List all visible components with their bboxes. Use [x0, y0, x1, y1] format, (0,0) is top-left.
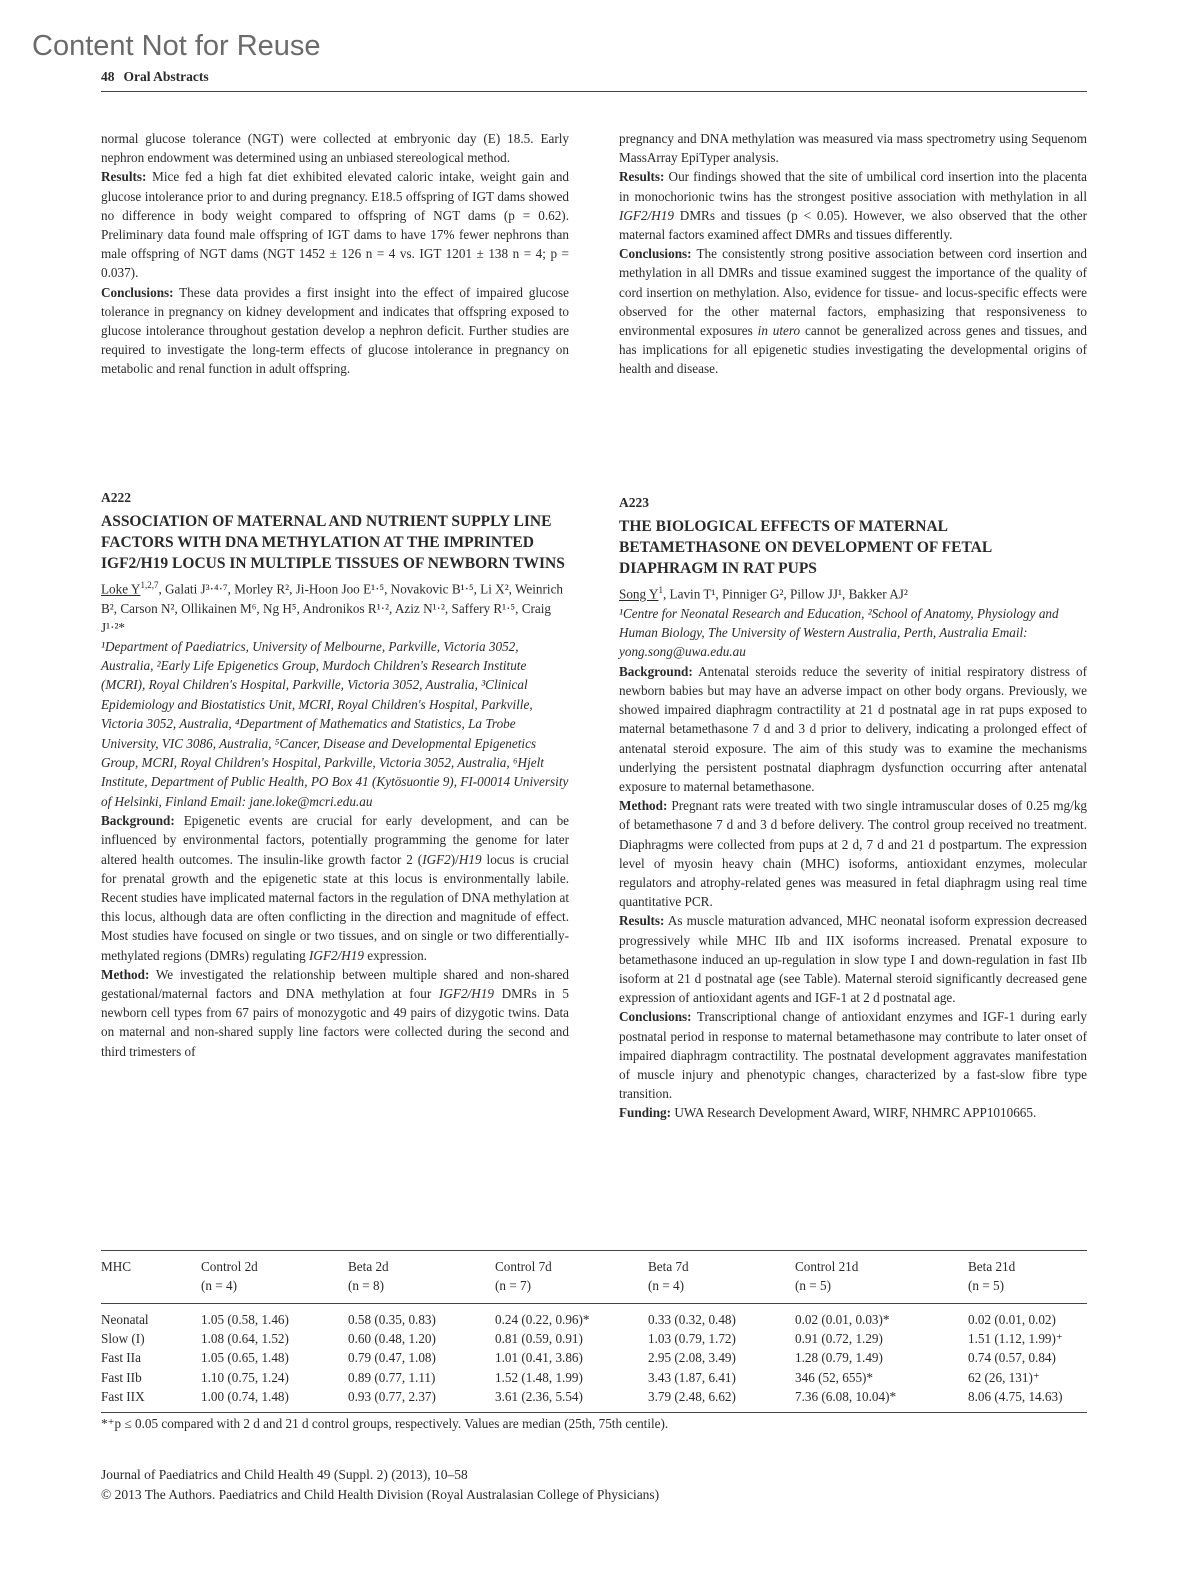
presenting-author: Loke Y	[101, 581, 141, 597]
left-top-continuation	[101, 129, 569, 379]
background-text: expression.	[363, 947, 427, 963]
abstract-title: THE BIOLOGICAL EFFECTS OF MATERNAL BETAMETHASONE ON DEVELOPMENT OF FETAL DIAPHRAGM IN RAT PUPS	[619, 518, 992, 578]
column-n: (n = 8)	[348, 1278, 385, 1293]
table-cell: 0.91 (0.72, 1.29)	[795, 1331, 883, 1347]
table-header-cell	[648, 1251, 795, 1304]
table-header-cell	[795, 1251, 968, 1304]
column-n: (n = 4)	[201, 1278, 238, 1293]
abstract-id: A223	[619, 495, 649, 510]
gene-name: IGF2/H19	[438, 986, 494, 1002]
table-cell: 0.24 (0.22, 0.96)*	[495, 1312, 590, 1327]
results-text: Mice fed a high fat diet exhibited elevated caloric intake, weight gain and glucose intolerance prior to and during pregnancy. E18.5 offspring of IGT dams showed no difference in body weight compared to offspring of NGT dams (p = 0.62). Preliminary data found male offspring of IGT dams to have 17% fewer nephrons than male offspring of NGT dams (NGT 1452 ± 126 n = 4 vs. IGT 1201 ± 138 n = 4; p = 0.037).	[101, 169, 570, 281]
running-header	[101, 69, 1087, 92]
mhc-expression-table	[101, 1250, 1087, 1413]
journal-citation: Journal of Paediatrics and Child Health 49 (Suppl. 2) (2013), 10–58	[101, 1467, 468, 1482]
method-text: We investigated the relationship between multiple shared and non-shared gestational/maternal factors and DNA methylation at four	[101, 966, 569, 1002]
conclusions-paragraph	[619, 244, 1087, 378]
background-label: Background:	[101, 813, 175, 829]
row-label: Fast IIb	[101, 1369, 142, 1385]
table-cell: 346 (52, 655)*	[795, 1369, 874, 1385]
column-name: Beta 21d	[968, 1259, 1016, 1274]
column-name: Beta 7d	[648, 1259, 689, 1274]
right-top-continuation	[619, 129, 1087, 379]
results-paragraph	[619, 167, 1087, 244]
conclusions-label: Conclusions:	[101, 284, 174, 300]
table-cell: 0.02 (0.01, 0.03)*	[795, 1312, 890, 1327]
abstract-a222	[101, 488, 569, 1061]
background-text: Epigenetic events are crucial for early development, and can be influenced by environmental factors, potentially programming the genome for later altered health outcomes. The insulin-like growth factor 2 (	[101, 813, 570, 867]
table-cell: 1.03 (0.79, 1.72)	[648, 1331, 736, 1347]
copyright-line: © 2013 The Authors. Paediatrics and Child Health Division (Royal Australasian College of Physicians)	[101, 1487, 660, 1502]
table-row	[101, 1348, 1087, 1367]
background-text: Antenatal steroids reduce the severity of initial respiratory distress of newborn babies but may have an adverse impact on other body organs. Previously, we showed impaired diaphragm contractility at 21 d postnatal age in rat pups exposed to maternal betamethasone 7 d and 3 d prior to delivery, indicating a prolonged effect of antenatal steroid exposure. The aim of this study was to examine the mechanisms underlying the persistent postnatal diaphragm dysfunction occurring after antenatal exposure to maternal betamethasone.	[619, 663, 1087, 795]
results-text: DMRs and tissues (p < 0.05). However, we also observed that the other maternal factors examined affect DMRs and tissues differently.	[619, 207, 1087, 243]
table-header-cell	[495, 1251, 648, 1304]
abstract-a223	[619, 493, 1087, 1123]
funding-label: Funding:	[619, 1105, 672, 1121]
conclusions-label: Conclusions:	[619, 1009, 692, 1025]
table-row	[101, 1329, 1087, 1348]
conclusions-text: The consistently strong positive association between cord insertion and methylation in all DMRs and tissue examined suggest the importance of the quality of cord insertion on methylation. Also, evidence for tissue- and locus-specific effects were observed for the other maternal factors, emphasizing that responsiveness to environmental exposures	[619, 246, 1087, 339]
column-n: (n = 5)	[968, 1278, 1005, 1293]
author-list	[619, 581, 1087, 603]
background-text: )/	[450, 851, 459, 867]
column-name: Control 2d	[201, 1259, 258, 1274]
table-header-cell	[348, 1251, 495, 1304]
row-label: Fast IIa	[101, 1350, 141, 1366]
gene-name: H19	[458, 851, 482, 867]
column-name: Beta 2d	[348, 1259, 389, 1274]
table-header-cell	[968, 1251, 1087, 1304]
co-authors: , Galati J³·⁴·⁷, Morley R², Ji-Hoon Joo E¹·⁵, Novakovic B¹·⁵, Li X², Weinrich B², Carson N², Ollikainen M⁶, Ng H⁵, Andronikos R¹·², Aziz N¹·², Saffery R¹·⁵, Craig J¹·²*	[101, 581, 564, 635]
method-paragraph	[619, 796, 1087, 911]
table-cell: 1.00 (0.74, 1.48)	[201, 1387, 348, 1413]
table-header-cell: MHC	[101, 1251, 201, 1304]
table-row	[101, 1368, 1087, 1387]
background-text: locus is crucial for prenatal growth and the epigenetic state at this locus is environmentally labile. Recent studies have implicated maternal factors in the regulation of DNA methylation at this locus, although data are often conflicting in the direction and magnitude of effect. Most studies have focused on single or two tissues, and on single or two differentially-methylated regions (DMRs) regulating	[101, 851, 569, 963]
table-cell: 3.61 (2.36, 5.54)	[495, 1387, 648, 1413]
column-n: (n = 5)	[795, 1278, 832, 1293]
column-n: (n = 7)	[495, 1278, 532, 1293]
intro-paragraph: normal glucose tolerance (NGT) were collected at embryonic day (E) 18.5. Early nephron endowment was determined using an unbiased stereological method.	[101, 131, 569, 166]
method-label: Method:	[619, 798, 668, 814]
table-cell: 1.51 (1.12, 1.99)⁺	[968, 1331, 1063, 1347]
table-cell: 3.43 (1.87, 6.41)	[648, 1369, 736, 1385]
table-cell: 1.01 (0.41, 3.86)	[495, 1350, 583, 1366]
funding-text: UWA Research Development Award, WIRF, NHMRC APP1010665.	[674, 1105, 1037, 1121]
table-cell: 1.28 (0.79, 1.49)	[795, 1350, 883, 1366]
table-cell: 2.95 (2.08, 3.49)	[648, 1350, 736, 1366]
gene-name: IGF2	[422, 851, 451, 867]
table-cell: 0.02 (0.01, 0.02)	[968, 1312, 1056, 1327]
co-authors: , Lavin T¹, Pinniger G², Pillow JJ¹, Bakker AJ²	[662, 586, 908, 602]
method-label: Method:	[101, 966, 150, 982]
table-cell: 0.93 (0.77, 2.37)	[348, 1387, 495, 1413]
italic-term: in utero	[757, 323, 801, 339]
conclusions-paragraph	[101, 283, 569, 379]
results-text: Our findings showed that the site of umbilical cord insertion into the placenta in monochorionic twins has the strongest positive association with methylation in all	[619, 169, 1087, 204]
conclusions-text: cannot be generalized across genes and tissues, and has implications for all epigenetic studies investigating the developmental origins of health and disease.	[619, 323, 1087, 377]
method-text: Pregnant rats were treated with two single intramuscular doses of 0.25 mg/kg of betamethasone 7 d and 3 d before delivery. The control group received no treatment. Diaphragms were collected from pups at 2 d, 7 d and 21 d postpartum. The expression level of myosin heavy chain (MHC) isoforms, antioxidant enzymes, molecular regulators and atrophy-related genes was measured in fetal diaphragm using real time quantitative PCR.	[619, 798, 1088, 910]
table-cell: 0.81 (0.59, 0.91)	[495, 1331, 583, 1347]
results-paragraph	[101, 167, 569, 282]
conclusions-paragraph	[619, 1007, 1087, 1103]
conclusions-label: Conclusions:	[619, 246, 692, 262]
table-row	[101, 1387, 1087, 1413]
table-cell: 0.33 (0.32, 0.48)	[648, 1312, 736, 1327]
table-cell: 0.89 (0.77, 1.11)	[348, 1369, 436, 1385]
abstract-id: A222	[101, 490, 131, 505]
table-cell: 8.06 (4.75, 14.63)	[968, 1387, 1087, 1413]
affiliations: ¹Department of Paediatrics, University of Melbourne, Parkville, Victoria 3052, Australia, ²Early Life Epigenetics Group, Murdoch Children's Research Institute (MCRI), Royal Children's Hospital, Parkville, Victoria 3052, Australia, ³Clinical Epidemiology and Biostatistics Unit, MCRI, Royal Children's Hospital, Parkville, Victoria 3052, Australia, ⁴Department of Mathematics and Statistics, La Trobe University, VIC 3086, Australia, ⁵Cancer, Disease and Developmental Epigenetics Group, MCRI, Royal Children's Hospital, Parkville, Victoria 3052, Australia, ⁶Hjelt Institute, Department of Public Health, PO Box 41 (Kytösuontie 9), FI-00014 University of Helsinki, Finland Email: jane.loke@mcri.edu.au	[101, 638, 569, 809]
author-affiliation-marks: 1,2,7	[140, 580, 159, 591]
column-name: Control 21d	[795, 1259, 859, 1274]
table-cell: 62 (26, 131)⁺	[968, 1369, 1040, 1385]
page-number: 48	[101, 69, 115, 84]
table-cell: 1.05 (0.65, 1.48)	[201, 1350, 289, 1366]
table-cell: 1.10 (0.75, 1.24)	[201, 1369, 289, 1385]
table-cell: 1.05 (0.58, 1.46)	[201, 1312, 289, 1327]
table-cell: 0.79 (0.47, 1.08)	[348, 1350, 436, 1366]
table-cell: 0.60 (0.48, 1.20)	[348, 1331, 436, 1347]
author-affiliation-marks: 1	[658, 585, 663, 596]
page-footer	[101, 1465, 659, 1505]
table-cell: 1.08 (0.64, 1.52)	[201, 1331, 289, 1347]
results-label: Results:	[619, 169, 665, 185]
section-title: Oral Abstracts	[123, 69, 209, 84]
table-cell: 1.52 (1.48, 1.99)	[495, 1369, 583, 1385]
background-paragraph	[101, 811, 569, 965]
results-label: Results:	[619, 913, 665, 929]
results-text: As muscle maturation advanced, MHC neonatal isoform expression decreased progressively while MHC IIb and IIX isoforms increased. Prenatal exposure to betamethasone induced an up-regulation in slow type I and down-regulation in fast IIb isoform at 21 d postnatal age (see Table). Maternal steroid significantly decreased gene expression of antioxidant agents and IGF-1 at 2 d postnatal age.	[619, 913, 1088, 1006]
author-list	[101, 576, 569, 636]
table-cell: 3.79 (2.48, 6.62)	[648, 1387, 795, 1413]
column-name: Control 7d	[495, 1259, 552, 1274]
results-label: Results:	[101, 169, 147, 185]
method-text: DMRs in 5 newborn cell types from 67 pairs of monozygotic and 49 pairs of dizygotic twins. Data on maternal and non-shared supply line factors were collected during the second and third trimesters of	[101, 986, 570, 1059]
gene-name: IGF2/H19	[619, 207, 674, 223]
background-paragraph	[619, 662, 1087, 796]
conclusions-text: Transcriptional change of antioxidant enzymes and IGF-1 during early postnatal period in response to maternal betamethasone may contribute to later onset of impaired diaphragm contractility. The postnatal development aggravates manifestation of muscle injury and phenotypic changes, characterized by a fast-slow fibre type transition.	[619, 1009, 1088, 1102]
table-footnote: *⁺p ≤ 0.05 compared with 2 d and 21 d control groups, respectively. Values are median (25th, 75th centile).	[101, 1416, 669, 1431]
conclusions-text: These data provides a first insight into the effect of impaired glucose tolerance in pregnancy on kidney development and indicates that offspring exposed to glucose intolerance throughout gestation develop a nephron deficit. Further studies are required to investigate the long-term effects of glucose intolerance in pregnancy on metabolic and renal function in adult offspring.	[101, 284, 570, 377]
affiliations: ¹Centre for Neonatal Research and Education, ²School of Anatomy, Physiology and Human Biology, The University of Western Australia, Perth, Australia Email: yong.song@uwa.edu.au	[619, 605, 1059, 660]
table-cell: 0.74 (0.57, 0.84)	[968, 1350, 1056, 1366]
column-n: (n = 4)	[648, 1278, 685, 1293]
method-paragraph	[101, 965, 569, 1061]
table-header-row	[101, 1251, 1087, 1304]
table-cell: 7.36 (6.08, 10.04)*	[795, 1387, 968, 1413]
intro-paragraph: pregnancy and DNA methylation was measured via mass spectrometry using Sequenom MassArray EpiTyper analysis.	[619, 131, 1087, 166]
table-row	[101, 1304, 1087, 1330]
row-label: Neonatal	[101, 1312, 149, 1327]
table-cell: 0.58 (0.35, 0.83)	[348, 1312, 436, 1327]
abstract-title: ASSOCIATION OF MATERNAL AND NUTRIENT SUPPLY LINE FACTORS WITH DNA METHYLATION AT THE IMPRINTED IGF2/H19 LOCUS IN MULTIPLE TISSUES OF NEWBORN TWINS	[101, 513, 565, 573]
results-paragraph	[619, 911, 1087, 1007]
presenting-author: Song Y	[619, 586, 659, 602]
watermark: Content Not for Reuse	[32, 30, 321, 62]
gene-name: IGF2/H19	[309, 947, 364, 963]
row-label: Fast IIX	[101, 1387, 201, 1413]
row-label: Slow (I)	[101, 1331, 145, 1347]
table-header-cell	[201, 1251, 348, 1304]
funding-paragraph	[619, 1103, 1087, 1122]
background-label: Background:	[619, 663, 693, 679]
